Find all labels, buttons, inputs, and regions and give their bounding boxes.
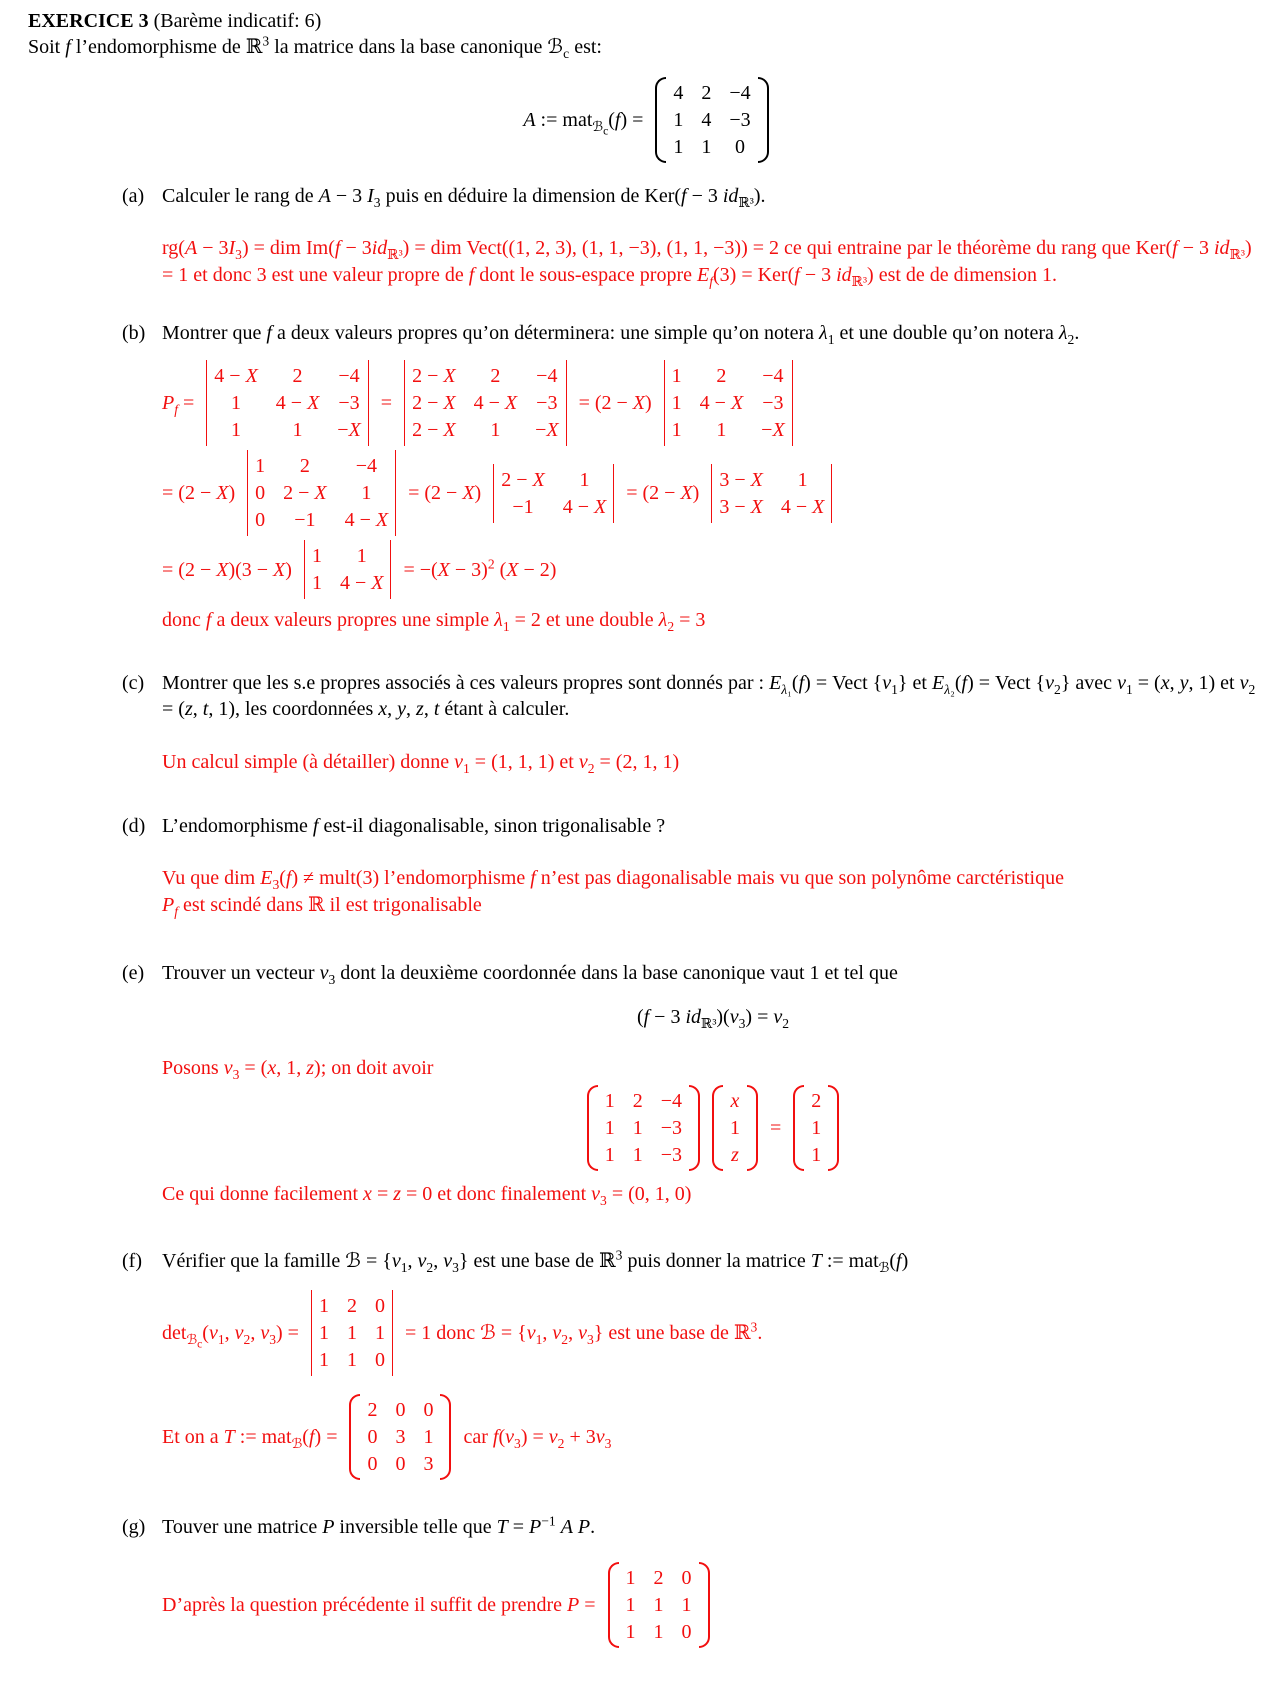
matrix-cell: −X xyxy=(761,419,785,442)
factor-2-minus-x: = (2 − X) xyxy=(578,392,652,415)
determinant-base-grid xyxy=(312,1290,392,1376)
left-paren xyxy=(608,1562,619,1648)
item-b-conclusion: donc f a deux valeurs propres une simple $\lambda_1 = 2$ et une double $\lambda_2 = 3$ xyxy=(162,609,706,635)
exercise-title-number: EXERCICE 3 xyxy=(28,10,149,32)
matrix-cell: 2 − X xyxy=(501,468,545,491)
item-f-det-line xyxy=(162,1290,1264,1376)
matrix-cell: x xyxy=(730,1090,740,1113)
matrix-cell: −3 xyxy=(338,392,360,415)
matrix-cell: 1 xyxy=(797,468,808,491)
matrix-cell: 2 xyxy=(701,81,712,104)
matrix-cell: 2 xyxy=(811,1090,822,1113)
matrix-P xyxy=(608,1562,710,1648)
exercise-title xyxy=(28,8,1264,34)
matrix-cell: 2 − X xyxy=(412,419,456,442)
matrix-cell: −X xyxy=(337,419,361,442)
determinant-6-grid xyxy=(712,464,831,523)
matrix-cell: −3 xyxy=(729,108,751,131)
matrix-cell: −4 xyxy=(660,1090,682,1113)
matrix-cell: −4 xyxy=(355,455,377,478)
matrix-cell: 0 xyxy=(374,1349,385,1372)
matrix-cell: 1 xyxy=(653,1594,664,1617)
matrix-T-grid xyxy=(360,1394,440,1480)
matrix-cell: 4 − X xyxy=(214,365,258,388)
matrix-cell: 0 xyxy=(367,1426,378,1449)
item-a-label: (a) xyxy=(122,184,145,207)
item-c-answer: Un calcul simple (à détailler) donne $v_1 = (1$, 1, 1) et $v_2 = (2$, 1, 1) xyxy=(162,750,680,776)
matrix-cell: −3 xyxy=(762,392,784,415)
matrix-cell: 0 xyxy=(681,1567,692,1590)
matrix-cell: 1 xyxy=(255,455,266,478)
matrix-cell: 1 xyxy=(632,1117,643,1140)
matrix-cell: 2 xyxy=(299,455,310,478)
matrix-cell: 4 xyxy=(701,108,712,131)
item-b-label: (b) xyxy=(122,321,146,344)
determinant-6 xyxy=(711,464,832,523)
item-a-body xyxy=(162,183,1264,288)
item-f-T-line xyxy=(162,1394,1264,1480)
det-bar xyxy=(392,1290,393,1376)
determinant-5 xyxy=(493,464,614,523)
factor-2-minus-x: = (2 − X) xyxy=(162,482,236,505)
char-poly-result: = $-(X - 3)^2$ (X − 2) xyxy=(403,555,557,581)
matrix-cell: −1 xyxy=(294,509,316,532)
item-d-question: L’endomorphisme f est-il diagonalisable, sinon trigonalisable ? xyxy=(162,814,666,837)
item-e-posons: Posons $v_3 = (x$, 1, z); on doit avoir xyxy=(162,1056,434,1082)
item-c-label: (c) xyxy=(122,671,145,694)
char-poly-line-3 xyxy=(162,540,1264,599)
matrix-cell: 0 xyxy=(735,135,746,158)
determinant-1-grid xyxy=(207,360,368,446)
matrix-cell: 2 − X xyxy=(412,392,456,415)
determinant-4-grid xyxy=(248,450,395,536)
matrix-cell: 2 xyxy=(716,365,727,388)
matrix-cell: 1 xyxy=(346,1322,357,1345)
matrix-cell: 1 xyxy=(671,419,682,442)
left-paren xyxy=(793,1085,804,1171)
det-rhs: = 1 donc ℬ = {$v_1$, $v_2$, $v_3$} est une base de ℝ$^3$. xyxy=(404,1319,763,1347)
matrix-cell: 1 xyxy=(423,1426,434,1449)
matrix-cell: 1 xyxy=(811,1144,822,1167)
item-e-matrix-equation xyxy=(162,1085,1264,1171)
matrix-cell: 1 xyxy=(318,1295,329,1318)
determinant-3-grid xyxy=(665,360,792,446)
matrix-cell: 2 xyxy=(632,1090,643,1113)
matrix-cell: −3 xyxy=(660,1144,682,1167)
left-paren xyxy=(349,1394,360,1480)
matrix-cell: −1 xyxy=(512,495,534,518)
matrix-cell: 4 − X xyxy=(562,495,607,518)
matrix-cell: −4 xyxy=(338,365,360,388)
matrix-cell: 4 − X xyxy=(699,392,744,415)
item-d-body xyxy=(162,813,1264,918)
matrix-cell: 0 xyxy=(255,509,266,532)
matrix-cell: −3 xyxy=(536,392,558,415)
factor-product: = (2 − X)(3 − X) xyxy=(162,558,292,581)
matrix-cell: 3 xyxy=(423,1453,434,1476)
determinant-3 xyxy=(664,360,793,446)
item-g-label: (g) xyxy=(122,1516,146,1539)
matrix-cell: 3 xyxy=(395,1426,406,1449)
matrix-cell: 1 xyxy=(356,545,367,568)
matrix-cell: 0 xyxy=(423,1399,434,1422)
determinant-7 xyxy=(304,540,392,599)
matrix-cell: 2 − X xyxy=(412,365,456,388)
vector-x xyxy=(712,1085,758,1171)
matrix-cell: 0 xyxy=(395,1399,406,1422)
matrix-cell: 1 xyxy=(311,545,322,568)
matrix-cell: 1 xyxy=(490,419,501,442)
vector-x-grid xyxy=(723,1085,747,1171)
matrix-cell: 2 xyxy=(653,1567,664,1590)
det-lhs: $\det_{ℬ_c}(v_1$, $v_2$, $v_3$) = xyxy=(162,1321,299,1351)
matrix-cell: 1 xyxy=(671,365,682,388)
char-poly-line-1 xyxy=(162,360,1264,446)
item-g xyxy=(28,1514,1264,1648)
right-paren xyxy=(747,1085,758,1171)
item-g-answer-line xyxy=(162,1562,1264,1648)
matrix-cell: 4 xyxy=(673,81,684,104)
equation-A-lhs: A := mat$_{ℬ_c}$(f) = xyxy=(523,108,644,138)
matrix-cell: 4 − X xyxy=(275,392,320,415)
matrix-T xyxy=(349,1394,451,1480)
vector-result xyxy=(793,1085,839,1171)
determinant-7-grid xyxy=(305,540,391,599)
matrix-cell: 4 − X xyxy=(344,509,389,532)
display-equation-text: (f − 3 $id_{ℝ^3})(v_3) = v_2$ xyxy=(636,1006,790,1032)
matrix-cell: 2 − X xyxy=(283,482,327,505)
matrix-A-grid xyxy=(666,77,757,163)
item-c-question: Montrer que les s.e propres associés à ces valeurs propres sont donnés par : $E_{\lambda_1}(f)$ = Vect $\{v_1\}$ et $E_{\lambda_2}(f)$ = Vect $\{v_2\}$ avec $v_1 = (x$, y, 1) et $v_2 = (z$, t, 1), les coordonnées x, y, z, t étant à calculer. xyxy=(162,671,1256,721)
matrix-cell: 1 xyxy=(730,1117,740,1140)
matrix-cell: 2 xyxy=(292,365,303,388)
matrix-cell: 2 xyxy=(346,1295,357,1318)
det-bar xyxy=(395,450,396,536)
matrix-cell: 3 − X xyxy=(719,468,763,491)
item-d-answer-line-1: Vu que dim $E_3(f)$ ≠ mult(3) l’endomorphisme f n’est pas diagonalisable mais vu que son polynôme carctéristique xyxy=(162,867,1064,892)
matrix-cell: −3 xyxy=(660,1117,682,1140)
matrix-M-grid xyxy=(598,1085,689,1171)
exercise-title-bareme: (Barème indicatif: 6) xyxy=(148,10,322,32)
matrix-cell: 0 xyxy=(367,1453,378,1476)
item-c-body xyxy=(162,670,1264,775)
matrix-cell: 1 xyxy=(374,1322,385,1345)
determinant-2-grid xyxy=(405,360,566,446)
matrix-cell: 1 xyxy=(318,1349,329,1372)
det-bar xyxy=(831,464,832,523)
matrix-cell: 1 xyxy=(231,419,242,442)
item-a-answer: $rg(A - 3I_3)$ = dim $Im(f - 3id_{ℝ^3})$ = dim Vect((1, 2, 3), (1, 1, −3), (1, 1, −3)) = 2 ce qui entraine par le théorème du rang que Ker(f − 3 $id_{ℝ^3}) = 1$ et donc 3 est une valeur propre de f dont le sous-espace propre $E_f(3) = Ker(f - 3$ $id_{ℝ^3}$) est de de dimension 1. xyxy=(162,237,1252,289)
matrix-A xyxy=(655,77,768,163)
item-g-body xyxy=(162,1514,1264,1648)
right-paren xyxy=(689,1085,700,1171)
matrix-cell: 2 xyxy=(367,1399,378,1422)
matrix-cell: 1 xyxy=(681,1594,692,1617)
right-paren xyxy=(758,77,769,163)
matrix-M xyxy=(587,1085,700,1171)
item-f xyxy=(28,1248,1264,1480)
determinant-1 xyxy=(206,360,369,446)
item-e-display-equation xyxy=(162,1004,1264,1030)
matrix-cell: 1 xyxy=(625,1567,636,1590)
item-c xyxy=(28,670,1264,775)
matrix-cell: z xyxy=(731,1144,739,1167)
matrix-cell: 1 xyxy=(231,392,242,415)
left-paren xyxy=(587,1085,598,1171)
det-bar xyxy=(566,360,567,446)
equals-sign: = xyxy=(380,392,393,415)
matrix-cell: 1 xyxy=(625,1621,636,1644)
matrix-cell: 4 − X xyxy=(339,572,384,595)
matrix-cell: 0 xyxy=(395,1453,406,1476)
determinant-5-grid xyxy=(494,464,613,523)
right-paren xyxy=(828,1085,839,1171)
item-e-question: Trouver un vecteur $v_3$ dont la deuxième coordonnée dans la base canonique vaut 1 et tel que xyxy=(162,962,898,988)
matrix-cell: 1 xyxy=(318,1322,329,1345)
matrix-cell: 0 xyxy=(255,482,266,505)
matrix-P-grid xyxy=(619,1562,699,1648)
right-paren xyxy=(699,1562,710,1648)
det-bar xyxy=(390,540,391,599)
matrix-cell: −4 xyxy=(536,365,558,388)
det-bar xyxy=(368,360,369,446)
matrix-cell: 1 xyxy=(811,1117,822,1140)
det-bar xyxy=(792,360,793,446)
matrix-cell: 0 xyxy=(374,1295,385,1318)
matrix-cell: 1 xyxy=(716,419,727,442)
matrix-cell: 1 xyxy=(671,392,682,415)
matrix-cell: 3 − X xyxy=(719,495,763,518)
det-bar xyxy=(613,464,614,523)
item-b xyxy=(28,320,1264,634)
matrix-cell: 2 xyxy=(490,365,501,388)
matrix-cell: 4 − X xyxy=(473,392,518,415)
item-e-body xyxy=(162,960,1264,1208)
equals-sign: = xyxy=(770,1117,782,1140)
item-d-answer-line-2: $P_f$ est scindé dans ℝ il est trigonalisable xyxy=(162,893,482,919)
intro-text: Soit f l’endomorphisme de ℝ$^3$ la matrice dans la base canonique ℬ$_c$ est: xyxy=(28,33,602,62)
item-d-label: (d) xyxy=(122,814,146,837)
matrix-cell: 1 xyxy=(673,135,684,158)
determinant-2 xyxy=(404,360,567,446)
matrix-cell: −4 xyxy=(729,81,751,104)
right-paren xyxy=(440,1394,451,1480)
matrix-cell: 1 xyxy=(604,1090,615,1113)
vector-result-grid xyxy=(804,1085,828,1171)
matrix-cell: 1 xyxy=(604,1117,615,1140)
matrix-cell: 1 xyxy=(625,1594,636,1617)
matrix-cell: −4 xyxy=(762,365,784,388)
T-rhs: car $f(v_3) = v_2 + 3v_3$ xyxy=(463,1425,612,1451)
matrix-cell: 1 xyxy=(673,108,684,131)
matrix-cell: 1 xyxy=(292,419,303,442)
item-e-conclusion: Ce qui donne facilement x = z = 0 et donc finalement $v_3 = (0$, 1, 0) xyxy=(162,1183,692,1209)
item-f-label: (f) xyxy=(122,1249,142,1272)
matrix-cell: 1 xyxy=(346,1349,357,1372)
item-g-question: Touver une matrice P inversible telle que $T = P^{-1}$ A P. xyxy=(162,1513,596,1539)
item-e-label: (e) xyxy=(122,962,145,985)
equation-matrix-A xyxy=(28,77,1264,163)
pf-lhs: $P_f$ = xyxy=(162,392,195,418)
matrix-cell: 4 − X xyxy=(780,495,825,518)
item-b-body xyxy=(162,320,1264,634)
matrix-cell: 1 xyxy=(579,468,590,491)
left-paren xyxy=(712,1085,723,1171)
item-e xyxy=(28,960,1264,1208)
item-f-body xyxy=(162,1248,1264,1480)
item-f-question: Vérifier que la famille ℬ = {$v_1$, $v_2$, $v_3$} est une base de ℝ$^3$ puis donner la matrice T := mat$_ℬ$(f) xyxy=(162,1246,909,1275)
matrix-cell: 1 xyxy=(632,1144,643,1167)
P-lhs: D’après la question précédente il suffit de prendre P = xyxy=(162,1594,596,1617)
matrix-cell: 1 xyxy=(653,1621,664,1644)
determinant-base xyxy=(311,1290,393,1376)
determinant-4 xyxy=(247,450,396,536)
matrix-cell: 0 xyxy=(681,1621,692,1644)
item-b-question: Montrer que f a deux valeurs propres qu’on déterminera: une simple qu’on notera $\lambda_1$ et une double qu’on notera $\lambda_2$. xyxy=(162,321,1080,347)
matrix-cell: 1 xyxy=(311,572,322,595)
char-poly-line-2 xyxy=(162,450,1264,536)
T-lhs: Et on a T := mat$_ℬ$(f) = xyxy=(162,1425,338,1451)
matrix-cell: 1 xyxy=(701,135,712,158)
left-paren xyxy=(655,77,666,163)
item-a xyxy=(28,183,1264,288)
factor-2-minus-x: = (2 − X) xyxy=(408,482,482,505)
matrix-cell: −X xyxy=(535,419,559,442)
factor-2-minus-x: = (2 − X) xyxy=(626,482,700,505)
item-d xyxy=(28,813,1264,918)
matrix-cell: 1 xyxy=(361,482,372,505)
matrix-cell: 1 xyxy=(604,1144,615,1167)
item-a-question: Calculer le rang de A − 3 $I_3$ puis en déduire la dimension de Ker(f − 3 $id_{ℝ^3}$). xyxy=(162,184,766,210)
